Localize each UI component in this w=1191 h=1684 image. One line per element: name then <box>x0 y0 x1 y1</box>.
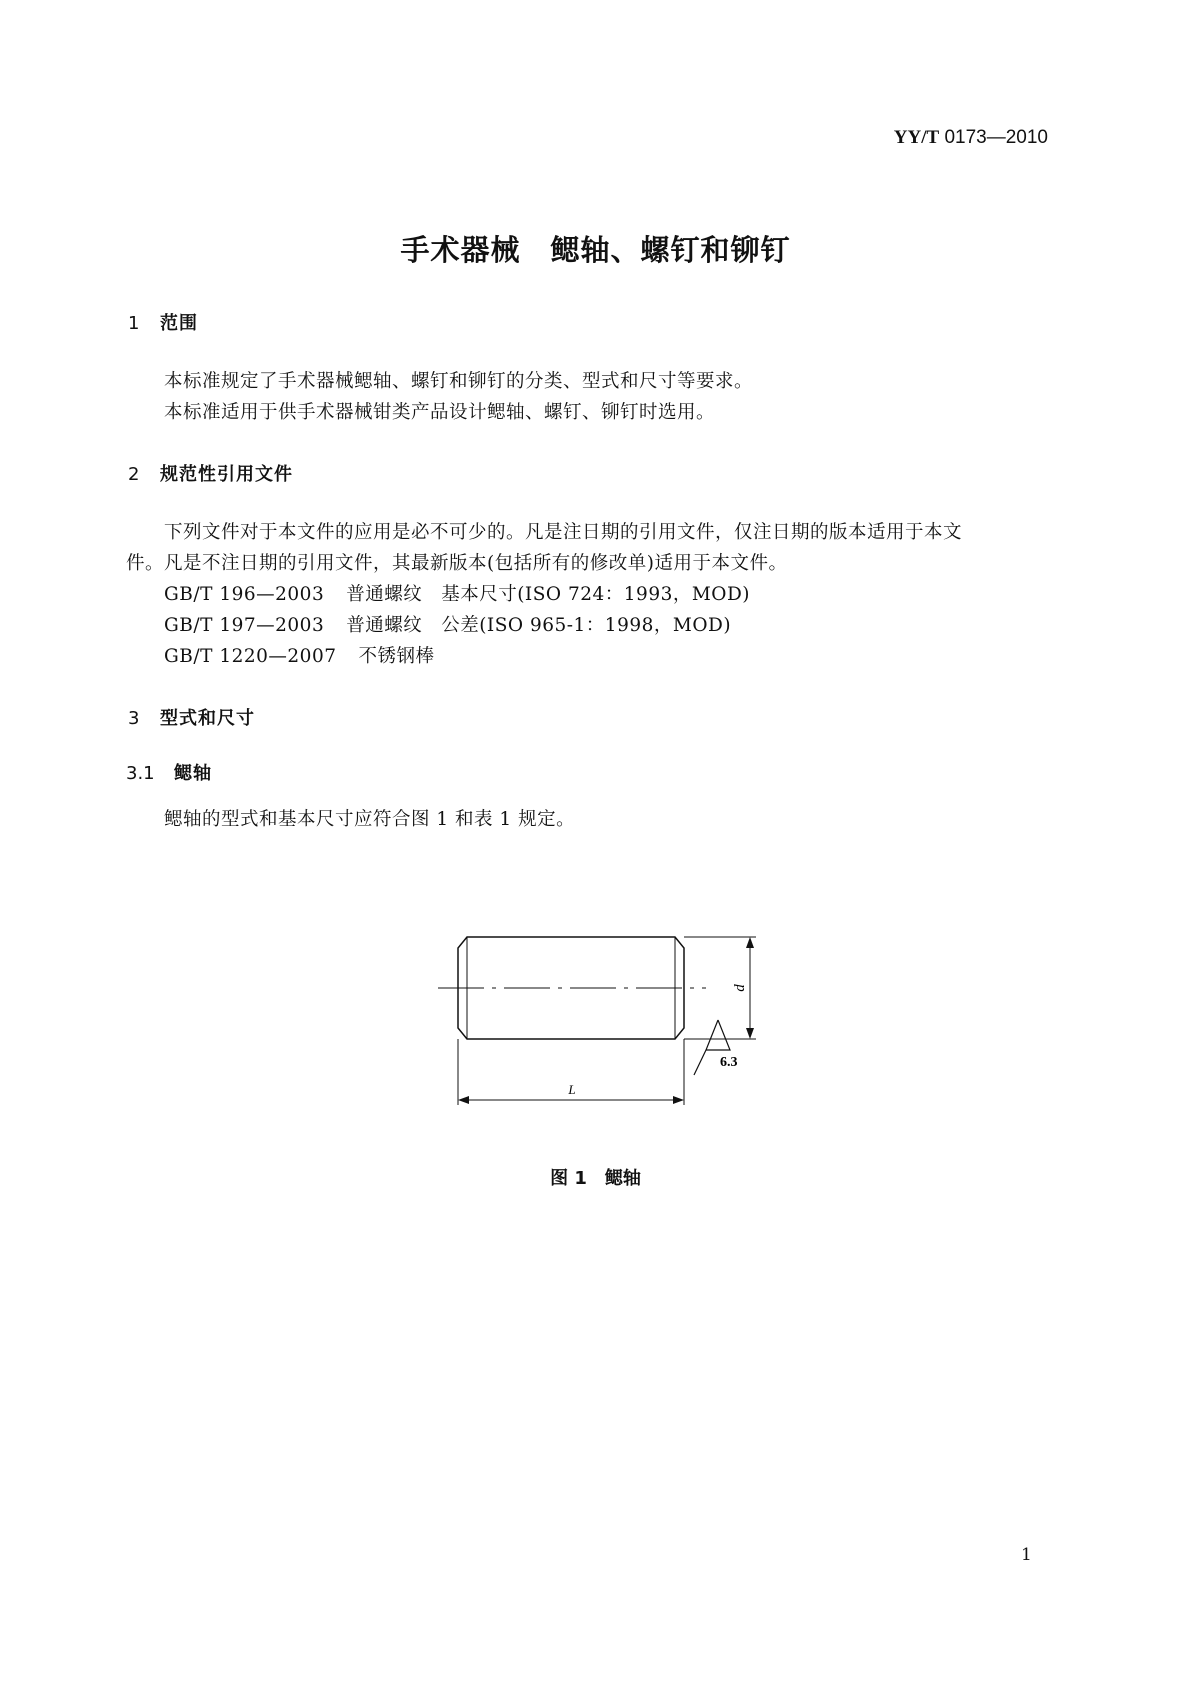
length-label: L <box>568 1082 576 1097</box>
document-title: 手术器械 鳃轴、螺钉和铆钉 <box>400 233 791 267</box>
section-number: 3.1 <box>126 763 155 784</box>
section-title: 鳃轴 <box>174 763 212 784</box>
section-number: 3 <box>128 708 140 729</box>
paragraph: 件。凡是不注日期的引用文件，其最新版本(包括所有的修改单)适用于本文件。 <box>126 553 788 574</box>
section-title: 规范性引用文件 <box>160 464 293 485</box>
arrow-head <box>673 1096 684 1104</box>
paragraph: 本标准规定了手术器械鳃轴、螺钉和铆钉的分类、型式和尺寸等要求。 <box>164 371 754 392</box>
reference-code: GB/T 196—2003 <box>164 584 325 605</box>
reference-title: 不锈钢棒 <box>358 646 435 667</box>
reference-code: GB/T 1220—2007 <box>164 646 337 667</box>
section-number: 2 <box>128 464 140 485</box>
paragraph: 本标准适用于供手术器械钳类产品设计鳃轴、螺钉、铆钉时选用。 <box>164 402 716 423</box>
section-number: 1 <box>128 313 140 334</box>
figure-caption: 图 1 鳃轴 <box>550 1168 641 1189</box>
reference-title: 普通螺纹 基本尺寸(ISO 724：1993，MOD) <box>346 584 751 605</box>
standard-code-prefix: YY/T <box>893 127 940 148</box>
section-title: 范围 <box>160 313 198 334</box>
arrow-head <box>746 1028 754 1039</box>
arrow-head <box>458 1096 469 1104</box>
paragraph: 鳃轴的型式和基本尺寸应符合图 1 和表 1 规定。 <box>164 809 576 830</box>
arrow-head <box>746 937 754 948</box>
page-number: 1 <box>1021 1545 1032 1565</box>
standard-code-number: 0173—2010 <box>944 127 1048 148</box>
reference-title: 普通螺纹 公差(ISO 965-1：1998，MOD) <box>346 615 732 636</box>
roughness-value: 6.3 <box>720 1055 738 1070</box>
section-title: 型式和尺寸 <box>160 708 255 729</box>
diameter-label: d <box>732 984 748 992</box>
paragraph: 下列文件对于本文件的应用是必不可少的。凡是注日期的引用文件，仅注日期的版本适用于本文 <box>164 522 963 543</box>
reference-code: GB/T 197—2003 <box>164 615 325 636</box>
